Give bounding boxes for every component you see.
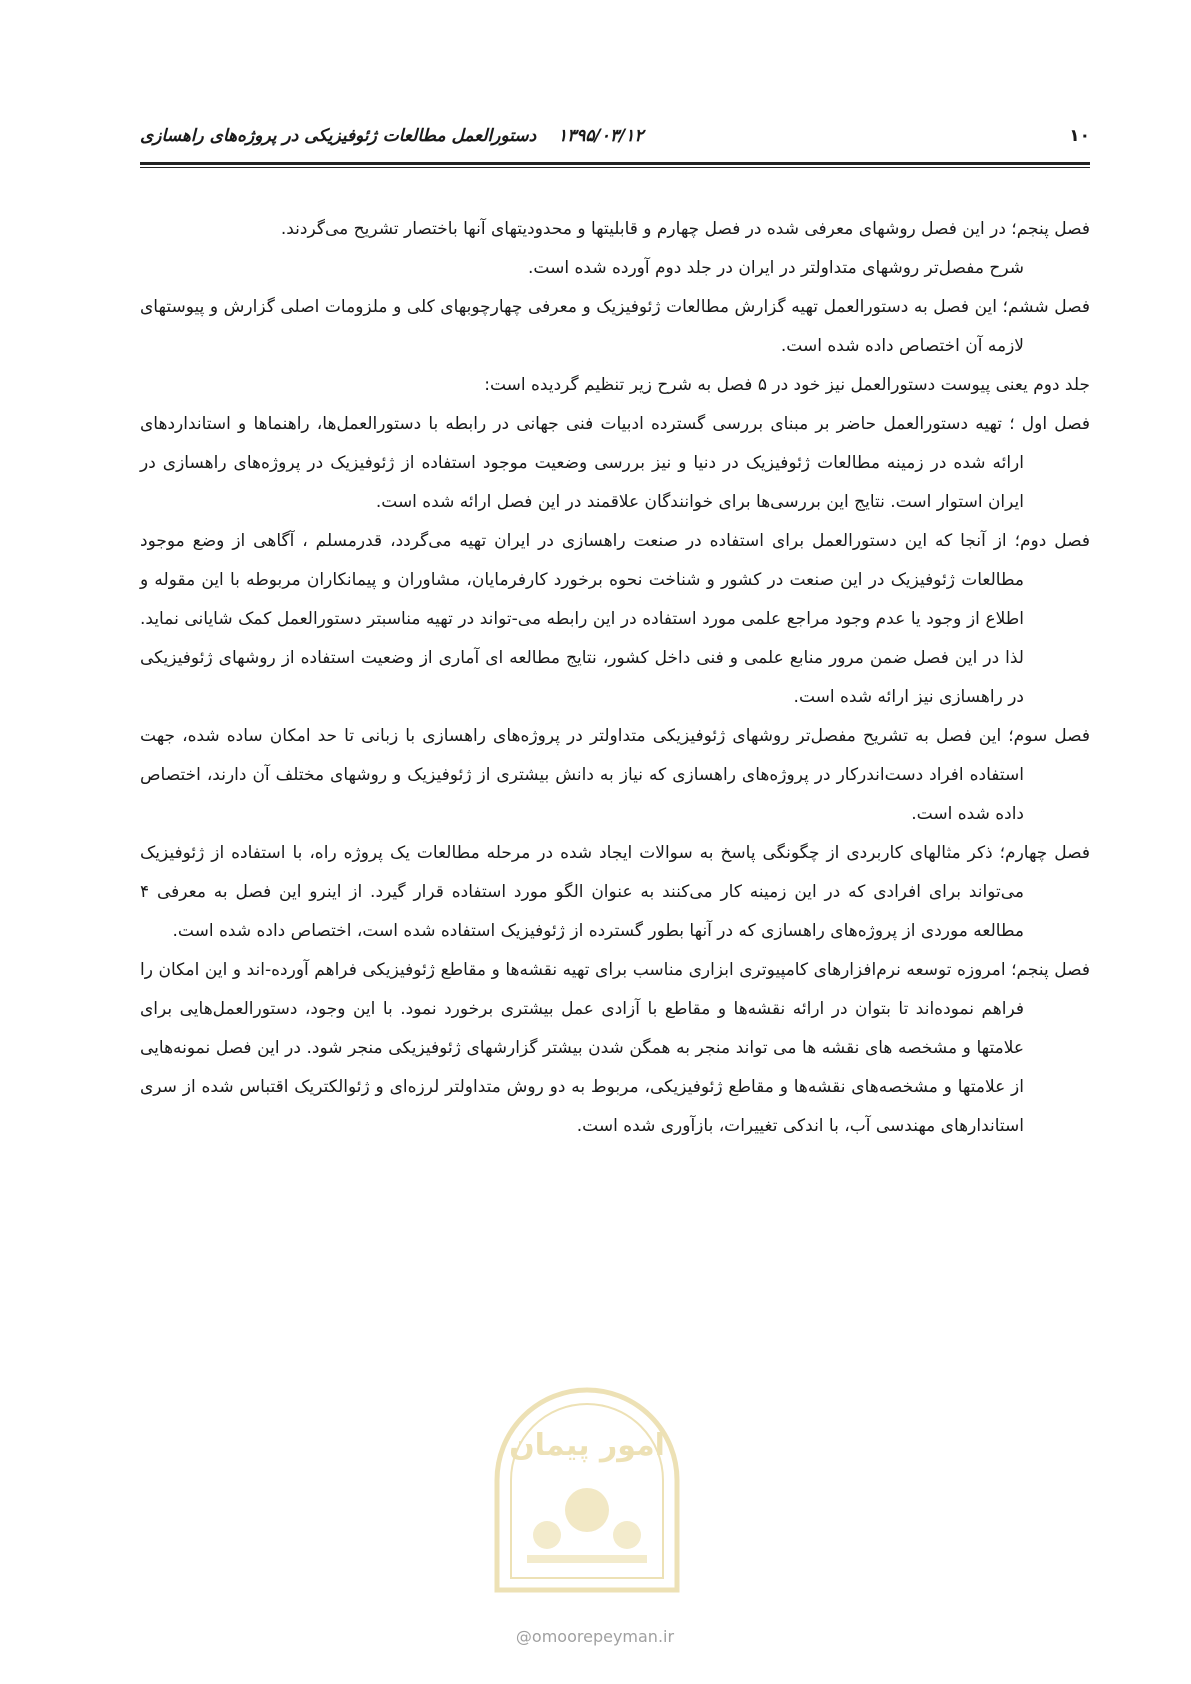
header-rule-thick xyxy=(140,162,1090,165)
paragraph-7: فصل سوم؛ این فصل به تشریح مفصل‌تر روشهای ژئوفیزیکی متداولتر در پروژه‌های راهسازی با زبانی تا حد امکان ساده شده، جهت استفاده افراد دست‌اندرکار در پروژه‌های راهسازی که نیاز به دانش بیشتری از ژئوفیزیک و روشهای مختلف آن دارند، اختصاص داده شده است. xyxy=(140,726,1090,824)
header-rule-thin xyxy=(140,167,1090,168)
header-date: ۱۳۹۵/۰۳/۱۲ xyxy=(558,126,644,146)
body-text xyxy=(140,210,1090,1146)
paragraph-8: فصل چهارم؛ ذکر مثالهای کاربردی از چگونگی پاسخ به سوالات ایجاد شده در مرحله مطالعات یک پروژه راه، با استفاده از ژئوفیزیک می‌تواند برای افرادی که در این زمینه کار می‌کنند به عنوان الگو مورد استفاده قرار گیرد. از اینرو این فصل به معرفی ۴ مطالعه موردی از پروژه‌های راهسازی که در آنها بطور گسترده از ژئوفیزیک استفاده شده است، اختصاص داده شده است. xyxy=(140,843,1090,941)
header-title: دستورالعمل مطالعات ژئوفیزیکی در پروژه‌های راهسازی xyxy=(140,126,537,146)
watermark-url: @omoorepeyman.ir xyxy=(515,1627,675,1646)
page-header xyxy=(140,126,1090,152)
paragraph-5: فصل اول ؛ تهیه دستورالعمل حاضر بر مبنای بررسی گسترده ادبیات فنی جهانی در رابطه با دستورالعمل‌ها، راهنماها و استانداردهای ارائه شده در زمینه مطالعات ژئوفیزیک در دنیا و نیز بررسی وضعیت موجود استفاده از ژئوفیزیک در پروژه‌های راهسازی در ایران استوار است. نتایج این بررسی‌ها برای خوانندگان علاقمند در این فصل ارائه شده است. xyxy=(140,414,1090,512)
paragraph-4: جلد دوم یعنی پیوست دستورالعمل نیز خود در ۵ فصل به شرح زیر تنظیم گردیده است: xyxy=(484,375,1090,395)
watermark-logo-text: امور پیمان xyxy=(509,1428,665,1463)
paragraph-1: فصل پنجم؛ در این فصل روشهای معرفی شده در فصل چهارم و قابلیتها و محدودیتهای آنها باختصار تشریح می‌گردند. xyxy=(280,219,1090,239)
paragraph-3: فصل ششم؛ این فصل به دستورالعمل تهیه گزارش مطالعات ژئوفیزیک و معرفی چهارچوبهای کلی و ملزومات اصلی گزارش و پیوستهای لازمه آن اختصاص داده شده است. xyxy=(140,297,1090,356)
paragraph-6: فصل دوم؛ از آنجا که این دستورالعمل برای استفاده در صنعت راهسازی در ایران تهیه می‌گردد، قدرمسلم ، آگاهی از وضع موجود مطالعات ژئوفیزیک در این صنعت در کشور و شناخت نحوه برخورد کارفرمایان، مشاوران و پیمانکاران مربوطه با این مقوله و اطلاع از وجود یا عدم وجود مراجع علمی مورد استفاده در این رابطه می-تواند در تهیه مناسبتر دستورالعمل کمک شایانی نماید. لذا در این فصل ضمن مرور منابع علمی و فنی داخل کشور، نتایج مطالعه ای آماری از وضعیت استفاده از روشهای ژئوفیزیکی در راهسازی نیز ارائه شده است. xyxy=(140,531,1090,707)
watermark-logo xyxy=(487,1360,687,1600)
paragraph-2: شرح مفصل‌تر روشهای متداولتر در ایران در جلد دوم آورده شده است. xyxy=(528,258,1024,278)
paragraph-9: فصل پنجم؛ امروزه توسعه نرم‌افزارهای کامپیوتری ابزاری مناسب برای تهیه نقشه‌ها و مقاطع ژئوفیزیکی فراهم آورده-اند و این امکان را فراهم نموده‌اند تا بتوان در ارائه نقشه‌ها و مقاطع با آزادی عمل بیشتری برخورد نمود. با این وجود، دستورالعمل‌هایی برای علامتها و مشخصه های نقشه ها می تواند منجر به همگن شدن بیشتر گزارشهای ژئوفیزیکی منجر شود. در این فصل نمونه‌هایی از علامتها و مشخصه‌های نقشه‌ها و مقاطع ژئوفیزیکی، مربوط به دو روش متداولتر لرزه‌ای و ژئوالکتریک اقتباس شده از سری استاندارهای مهندسی آب، با اندکی تغییرات، بازآوری شده است. xyxy=(140,960,1090,1136)
page-number: ۱۰ xyxy=(1069,126,1090,146)
